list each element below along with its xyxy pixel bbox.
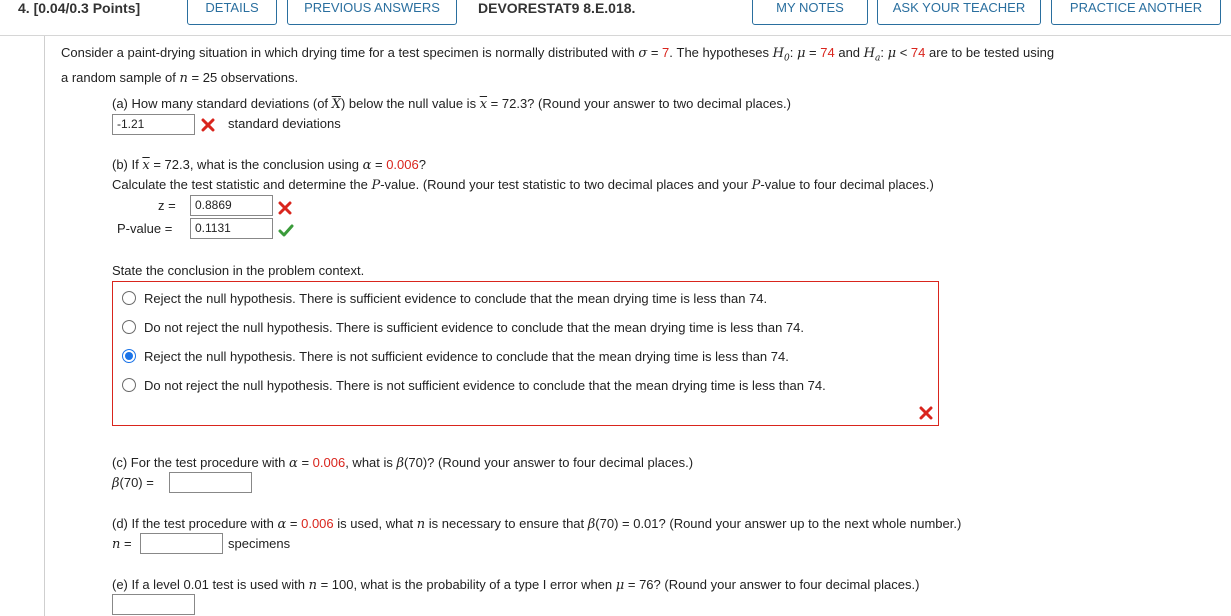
incorrect-icon — [201, 118, 215, 132]
beta-label-rest: (70) = — [119, 475, 154, 490]
intro-line-2 — [61, 70, 298, 86]
part-d-text-3: is necessary to ensure that — [428, 516, 585, 531]
equals: = — [374, 157, 383, 172]
part-d-question — [112, 516, 961, 532]
ha-sub: a — [875, 53, 881, 64]
part-d-answer-input[interactable] — [140, 533, 223, 554]
h0-sub: 0 — [783, 53, 790, 64]
alpha-symbol: α — [277, 517, 287, 532]
p-symbol: P — [751, 178, 761, 193]
part-e-answer-input[interactable] — [112, 594, 195, 615]
beta-label — [112, 475, 154, 491]
mu-symbol: μ — [887, 46, 897, 61]
xbar-symbol: $\overline{x}$ — [479, 97, 488, 112]
n-label — [112, 536, 132, 552]
sigma-symbol: σ — [638, 46, 648, 61]
intro-text-2: . The hypotheses — [669, 45, 770, 60]
part-b-text: (b) If — [112, 157, 139, 172]
part-a-text-2: ) below the null value is — [340, 96, 477, 111]
beta-symbol: β — [396, 456, 405, 471]
n-symbol: n — [308, 578, 317, 593]
alpha-symbol: α — [362, 158, 372, 173]
h0-letter: H — [772, 46, 784, 61]
ha-letter: H — [863, 46, 876, 61]
part-d-unit: specimens — [228, 536, 291, 551]
part-d-text: (d) If the test procedure with — [112, 516, 274, 531]
alpha-value: 0.006 — [312, 455, 346, 470]
part-b-calc: Calculate the test statistic and determine the — [112, 177, 368, 192]
part-e-question — [112, 577, 919, 593]
p-value-answer-input[interactable]: 0.1131 — [190, 218, 273, 239]
part-a-answer-input[interactable]: -1.21 — [112, 114, 195, 135]
part-b-instructions — [112, 177, 934, 193]
mu-symbol: μ — [796, 46, 806, 61]
part-c-question — [112, 455, 693, 471]
intro-line2-a: a random sample of — [61, 70, 176, 85]
less-than: < — [899, 45, 908, 60]
equals: = — [301, 455, 310, 470]
my-notes-button[interactable]: MY NOTES — [752, 0, 868, 25]
mu-symbol: μ — [615, 578, 625, 593]
practice-another-button[interactable]: PRACTICE ANOTHER — [1051, 0, 1221, 25]
xbar-symbol: $\overline{X}$ — [331, 97, 341, 112]
part-a-question — [112, 96, 791, 112]
part-a-unit: standard deviations — [228, 116, 341, 131]
xbar-symbol: $\overline{x}$ — [142, 158, 150, 173]
choice-4-radio[interactable] — [122, 378, 136, 392]
beta-symbol: β — [587, 517, 596, 532]
intro-line2-b: = 25 observations. — [191, 70, 299, 85]
incorrect-icon — [278, 201, 292, 215]
beta-symbol: β — [112, 476, 120, 491]
p-value-label: P-value = — [117, 221, 173, 236]
ask-teacher-button[interactable]: ASK YOUR TEACHER — [877, 0, 1041, 25]
null-value: 74 — [820, 45, 835, 60]
question-number: 4. [0.04/0.3 Points] — [18, 0, 141, 16]
intro-line-1: Consider a paint-drying situation in which drying time for a test specimen is normally distributed with σ = 7. The hypotheses $H_0$: μ = 74 and $H_a$: μ < 74 are to be tested using — [61, 45, 1055, 64]
equals: = — [124, 536, 132, 551]
n-symbol: n — [112, 537, 121, 552]
incorrect-icon — [919, 406, 933, 420]
alpha-value: 0.006 — [386, 157, 419, 172]
part-b-question — [112, 157, 426, 173]
details-button[interactable]: DETAILS — [187, 0, 277, 25]
problem-id: DEVORESTAT9 8.E.018. — [478, 0, 636, 16]
part-c-text-2: , what is — [345, 455, 393, 470]
part-d-text-2: is used, what — [337, 516, 414, 531]
part-b-calc-3: -value to four decimal places.) — [760, 177, 934, 192]
and-text: and — [838, 45, 861, 60]
conclusion-choices — [112, 281, 939, 426]
part-b-calc-2: -value. (Round your test statistic to two decimal places and your — [380, 177, 748, 192]
ha-label — [863, 46, 881, 64]
part-c-answer-input[interactable] — [169, 472, 252, 493]
part-a-text-3: = 72.3? (Round your answer to two decimal places.) — [490, 96, 791, 111]
choice-1-label[interactable]: Reject the null hypothesis. There is sufficient evidence to conclude that the mean drying time is less than 74. — [144, 291, 768, 306]
z-answer-input[interactable]: 0.8869 — [190, 195, 273, 216]
alpha-value: 0.006 — [301, 516, 334, 531]
part-c-text: (c) For the test procedure with — [112, 455, 286, 470]
n-symbol: n — [179, 71, 188, 86]
part-e-text-2: = 100, what is the probability of a type I error when — [320, 577, 613, 592]
intro-text: Consider a paint-drying situation in which drying time for a test specimen is normally distributed with — [61, 45, 635, 60]
z-label: z = — [158, 198, 176, 213]
alt-value: 74 — [910, 45, 926, 60]
equals: = — [809, 45, 817, 60]
sigma-value: 7 — [662, 45, 670, 60]
choice-3-radio[interactable] — [122, 349, 136, 363]
part-e-text: (e) If a level 0.01 test is used with — [112, 577, 305, 592]
part-c-text-3: (70)? (Round your answer to four decimal places.) — [404, 455, 694, 470]
intro-text-3: are to be tested using — [929, 45, 1055, 60]
part-e-text-3: = 76? (Round your answer to four decimal places.) — [627, 577, 920, 592]
n-symbol: n — [416, 517, 426, 532]
left-rule — [44, 36, 45, 616]
part-b-text-2: = 72.3, what is the conclusion using — [153, 157, 359, 172]
equals: = — [289, 516, 298, 531]
part-b-conclusion-prompt: State the conclusion in the problem context. — [112, 263, 365, 278]
choice-1-radio[interactable] — [122, 291, 136, 305]
correct-icon — [278, 224, 294, 238]
choice-3-label[interactable]: Reject the null hypothesis. There is not sufficient evidence to conclude that the mean drying time is less than 74. — [144, 349, 789, 364]
equals: = — [650, 45, 659, 60]
choice-4-label[interactable]: Do not reject the null hypothesis. There is not sufficient evidence to conclude that the mean drying time is less than 74. — [144, 378, 826, 393]
part-d-text-4: (70) = 0.01? (Round your answer up to the next whole number.) — [595, 516, 962, 531]
previous-answers-button[interactable]: PREVIOUS ANSWERS — [287, 0, 457, 25]
choice-2-radio[interactable] — [122, 320, 136, 334]
choice-2-label[interactable]: Do not reject the null hypothesis. There is sufficient evidence to conclude that the mean drying time is less than 74. — [144, 320, 805, 335]
p-symbol: P — [371, 178, 381, 193]
part-b-text-3: ? — [418, 157, 426, 172]
h0-label — [772, 46, 790, 64]
part-a-text: (a) How many standard deviations (of — [112, 96, 329, 111]
alpha-symbol: α — [289, 456, 298, 471]
